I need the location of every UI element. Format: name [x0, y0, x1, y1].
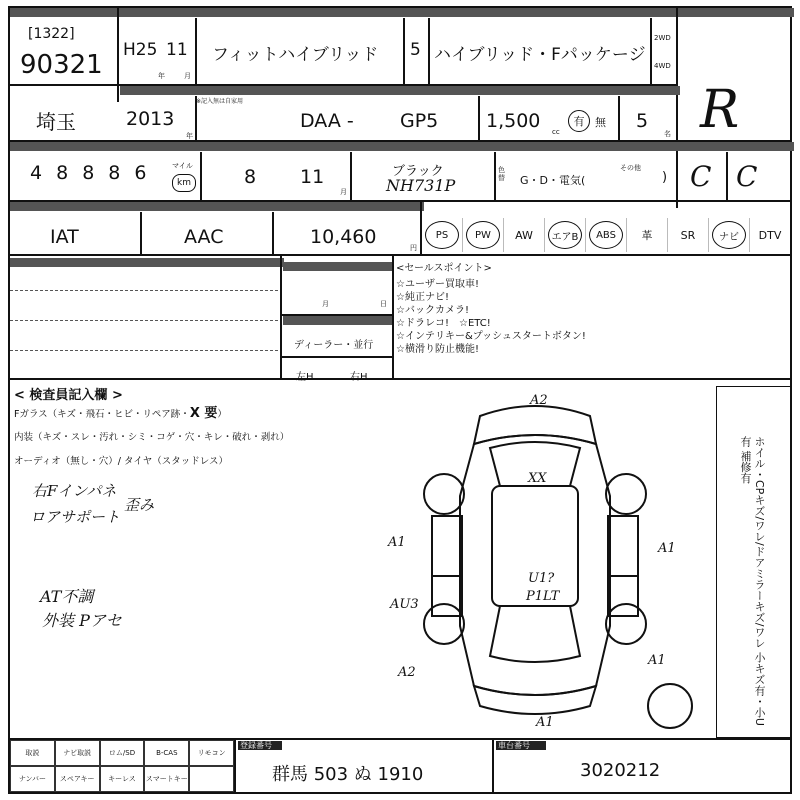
recycle-fee: 10,460 — [310, 226, 377, 248]
exterior-grade: C — [736, 160, 758, 193]
grade: ハイブリッド・Fパッケージ — [434, 45, 646, 65]
mileage-digit: 4 — [30, 162, 43, 184]
selling-points-title: <セールスポイント> — [396, 263, 492, 274]
equipment-cell — [462, 218, 503, 252]
mileage-digit: 8 — [108, 162, 121, 184]
interior-grade: C — [690, 160, 712, 193]
selling-points-list — [396, 278, 586, 356]
interior-line: 内装（キズ・スレ・汚れ・シミ・コゲ・穴・キレ・破れ・剥れ） — [14, 432, 290, 443]
seats: 5 — [636, 110, 649, 132]
fuel-other-label: その他 — [620, 164, 641, 172]
mark-top: A2 — [530, 393, 548, 408]
fuel-options — [520, 172, 585, 188]
right-front-door — [608, 516, 638, 576]
checklist-cell: キーレス — [100, 766, 145, 792]
header-strip-date — [283, 262, 393, 271]
selling-point: ☆ユーザー買取車! — [396, 279, 479, 290]
left-hand-drive: 左H — [296, 372, 314, 383]
reg-label: 登録番号 — [238, 741, 282, 750]
equipment-label: エアB — [548, 221, 582, 249]
mileage — [30, 162, 146, 184]
private-use-note: ※記入無は自家用 — [196, 98, 244, 105]
wheel-front-right — [606, 474, 646, 514]
checklist-cell: リモコン — [189, 740, 234, 766]
note-at-fault: AT不調 — [40, 587, 94, 606]
transmission: IAT — [50, 226, 79, 248]
mileage-digit: 8 — [82, 162, 95, 184]
mark-right-rear: A1 — [648, 653, 666, 668]
note-lower-support: ロアサポート — [30, 508, 121, 526]
wheel-front-left — [424, 474, 464, 514]
dealer-parallel: ディーラー・並行 — [294, 340, 374, 351]
mile-label: マイル — [172, 162, 193, 170]
color-name: ブラック — [392, 164, 444, 179]
model-prefix: DAA - — [300, 110, 354, 132]
region: 埼玉 — [36, 110, 76, 134]
fuel-options-label: G・D・電気( — [520, 174, 586, 187]
equipment-label: ナビ — [712, 221, 746, 249]
inspector-title: < 検査員記入欄 > — [14, 388, 123, 403]
header-strip-row2 — [120, 86, 680, 95]
mark-left-rear-door: AU3 — [390, 597, 419, 612]
equipment-cell — [667, 218, 708, 252]
header-strip-row4 — [10, 202, 424, 211]
selling-point: ☆横滑り防止機能! — [396, 344, 479, 355]
displacement: 1,500 — [486, 110, 541, 132]
lot-label: [1322] — [28, 26, 75, 42]
seat-unit: 名 — [664, 130, 671, 138]
note-exterior: 外装 Pアセ — [42, 611, 122, 630]
equipment-label: PS — [425, 221, 459, 249]
right-hand-drive: 右H — [350, 372, 368, 383]
km-label: km — [177, 178, 191, 188]
checklist-cell: 取説 — [10, 740, 55, 766]
selling-point: ☆バックカメラ! — [396, 305, 469, 316]
aircon: AAC — [184, 226, 224, 248]
yen-unit: 円 — [410, 244, 417, 252]
mark-roof: XX — [528, 471, 547, 486]
wheel-rear-right — [606, 604, 646, 644]
cc-unit: cc — [552, 128, 560, 136]
drive-2wd: 2WD — [654, 34, 671, 42]
first-reg-month: 11 — [166, 40, 188, 60]
checklist-cell: ロム/SD — [100, 740, 145, 766]
checklist-cell: B-CAS — [144, 740, 189, 766]
footer-checklist — [10, 740, 234, 792]
selling-point: ☆純正ナビ! — [396, 292, 449, 303]
equipment-label: AW — [515, 228, 533, 242]
date-day-unit: 日 — [380, 300, 387, 308]
equipment-cell — [749, 218, 790, 252]
equipment-label: 革 — [641, 229, 653, 242]
color-change-label: 色替 — [498, 166, 505, 182]
date-month-unit: 月 — [322, 300, 329, 308]
note-instrument-panel: 右Fインパネ — [32, 482, 117, 500]
equipment-cell — [544, 218, 585, 252]
mark-bottom: A1 — [536, 715, 554, 730]
equipment-label: PW — [466, 221, 500, 249]
chassis-number: 3020212 — [580, 760, 661, 781]
audio-line: オーディオ（無し・穴）/ タイヤ（スタッドレス） — [14, 456, 228, 467]
equipment-cell — [585, 218, 626, 252]
month-unit: 月 — [184, 72, 191, 80]
color-code: NH731P — [386, 176, 456, 195]
mark-center-2: P1LT — [526, 589, 560, 604]
tax-yes-circle — [568, 110, 590, 132]
glass-line — [14, 404, 227, 424]
model-code: GP5 — [400, 110, 439, 132]
equipment-cell — [708, 218, 749, 252]
mark-center: U1? — [528, 571, 555, 586]
inspection-day: 11 — [300, 166, 325, 188]
equipment-row — [422, 218, 790, 252]
km-circle — [172, 174, 196, 192]
checklist-cell — [189, 766, 234, 792]
checklist-cell: ナビ取説 — [55, 740, 100, 766]
month-unit-3: 月 — [340, 188, 347, 196]
equipment-cell — [503, 218, 544, 252]
glass-line-text: Fガラス（キズ・飛石・ヒビ・リペア跡・ — [14, 409, 190, 420]
rear-glass — [490, 606, 580, 662]
glass-mark: X 要 — [189, 406, 218, 421]
equipment-label: ABS — [589, 221, 623, 249]
header-strip-notes — [10, 258, 284, 267]
tax-no: 無 — [595, 116, 606, 129]
left-front-door — [432, 516, 462, 576]
drive-4wd: 4WD — [654, 62, 671, 70]
mileage-digit: 8 — [56, 162, 69, 184]
checklist-cell: スマートキー — [144, 766, 189, 792]
checklist-cell: スペアキー — [55, 766, 100, 792]
equipment-label: DTV — [758, 228, 782, 242]
equipment-cell — [422, 218, 462, 252]
roof — [492, 486, 578, 606]
selling-point: ☆ドラレコ! ☆ETC! — [396, 318, 491, 329]
evaluation-score: R — [700, 80, 740, 140]
inspection-month: 8 — [244, 166, 257, 188]
year-unit: 年 — [158, 72, 165, 80]
year-unit-2: 年 — [186, 132, 193, 140]
note-distortion: 歪み — [124, 496, 155, 514]
equipment-label: SR — [680, 228, 696, 242]
checklist-cell: ナンバー — [10, 766, 55, 792]
plate-number: 群馬 503 ぬ 1910 — [272, 764, 424, 785]
mileage-digit: 6 — [134, 162, 147, 184]
mark-left-front: A1 — [388, 535, 406, 550]
spare-wheel — [648, 684, 692, 728]
wheel-rear-left — [424, 604, 464, 644]
lot-number: 90321 — [20, 50, 103, 80]
door-count: 5 — [410, 40, 421, 60]
car-diagram — [370, 386, 700, 736]
rear-bumper — [474, 686, 596, 714]
mark-right-front: A1 — [658, 541, 676, 556]
selling-point: ☆インテリキー&プッシュスタートボタン! — [396, 331, 586, 342]
fuel-close: ) — [662, 170, 668, 185]
header-strip-dealer — [283, 316, 393, 325]
car-name: フィットハイブリッド — [212, 45, 379, 65]
chassis-label: 車台番号 — [496, 741, 546, 750]
model-year: 2013 — [126, 108, 175, 130]
header-strip-row3 — [10, 142, 794, 151]
tax-yes-label: 有 — [573, 115, 585, 128]
equipment-cell — [626, 218, 667, 252]
mark-left-rear: A2 — [398, 665, 416, 680]
front-bumper — [474, 406, 596, 444]
first-reg-era: H25 — [123, 40, 158, 60]
glass-close: ） — [217, 409, 227, 420]
side-column-text: ホイル・CPキズ/ワレ/ドアミラーキズ/ワレ 小キズ有・小U有 補修有 — [739, 436, 766, 726]
